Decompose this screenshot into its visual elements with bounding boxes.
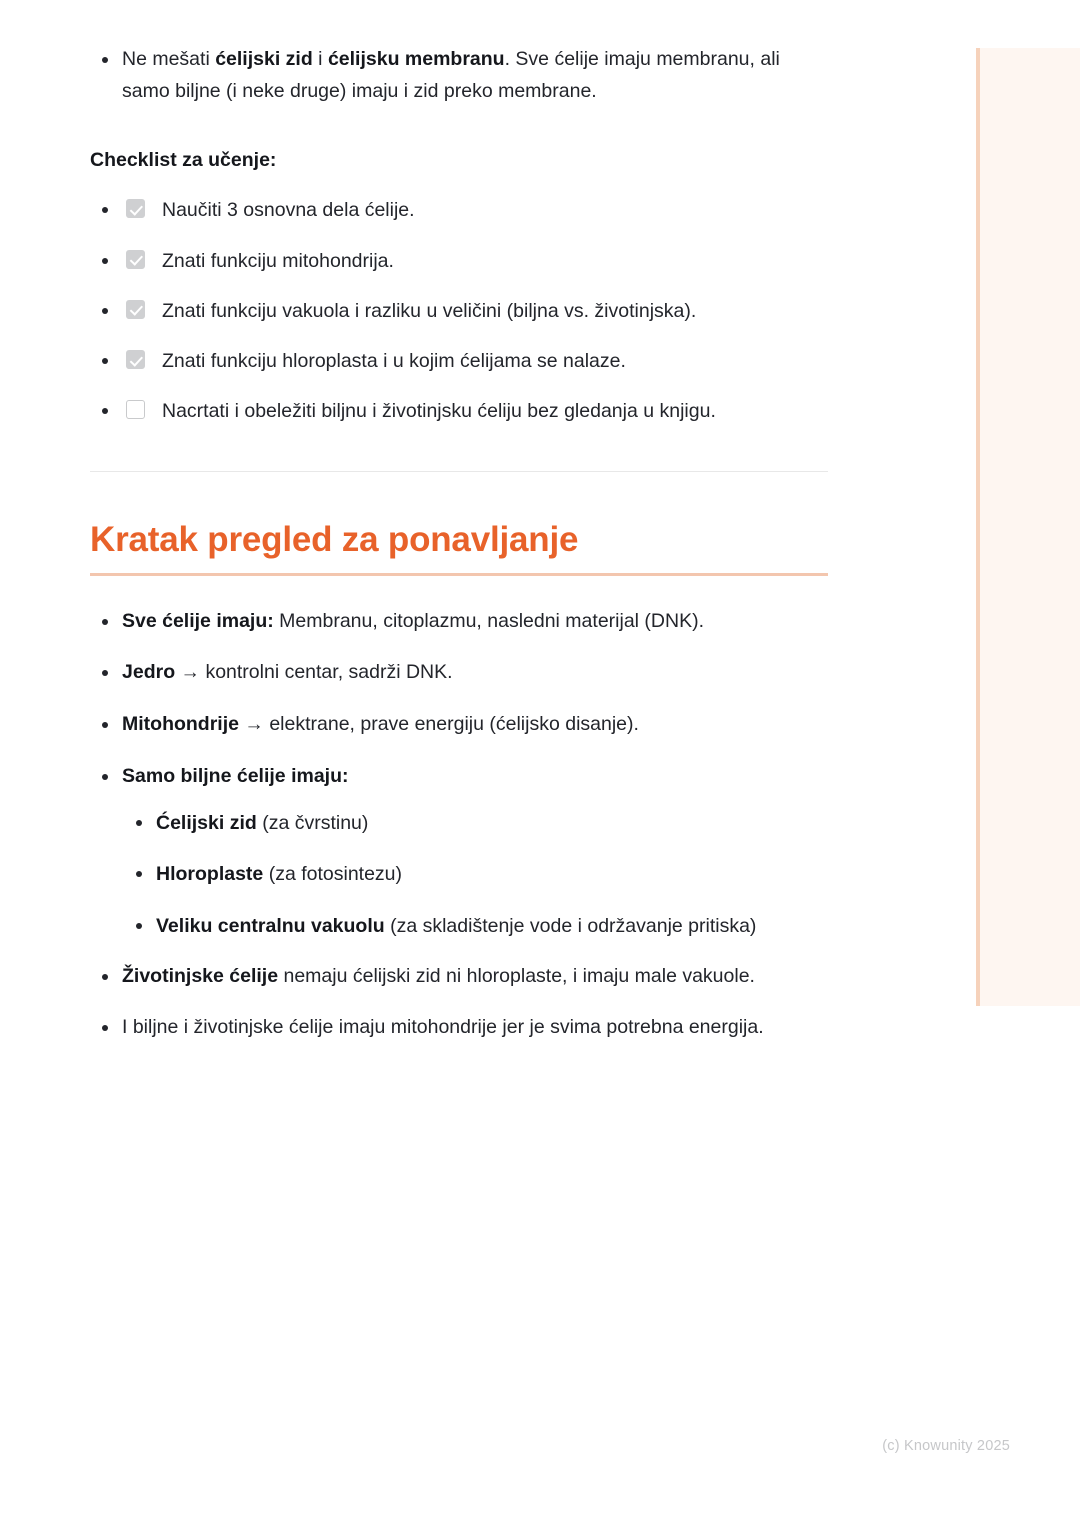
summary-list-item (90, 1012, 830, 1044)
summary-item-4-emphasis-0: Životinjske ćelije (122, 964, 279, 987)
summary-list-item (90, 657, 830, 689)
summary-item-1-text-1: → kontrolni centar, sadrži DNK. (175, 661, 453, 684)
checklist-item-label: Naučiti 3 osnovna dela ćelije. (162, 199, 415, 222)
summary-item-0-emphasis-0: Sve ćelije imaju: (122, 609, 274, 632)
summary-item-3-sub-1-emphasis-0: Hloroplaste (156, 863, 264, 886)
summary-item-5-text-0: I biljne i životinjske ćelije imaju mitohondrije jer je svima potrebna energija. (122, 1016, 764, 1039)
summary-item-1-emphasis-0: Jedro (122, 661, 176, 684)
summary-item-2-emphasis-0: Mitohondrije (122, 713, 239, 736)
checklist-item-label: Znati funkciju mitohondrija. (162, 249, 394, 272)
summary-item-3-sub-1-text-1: (za fotosintezu) (263, 863, 403, 886)
footer-copyright: (c) Knowunity 2025 (882, 1438, 1010, 1454)
section-divider (90, 471, 828, 472)
summary-item-2-text-1: → elektrane, prave energiju (ćelijsko disanje). (238, 713, 639, 736)
summary-list (90, 606, 830, 1044)
summary-item-3-emphasis-0: Samo biljne ćelije imaju: (122, 764, 349, 787)
checkbox-checked-icon[interactable] (126, 300, 145, 319)
document-content (90, 44, 830, 1044)
summary-item-3-sub-0-emphasis-0: Ćelijski zid (156, 812, 257, 835)
intro-item-0-emphasis-1: ćelijski zid (215, 48, 313, 70)
decorative-side-panel (976, 48, 1080, 1006)
intro-item-0-text-2: i (312, 48, 328, 70)
checklist-item-label: Nacrtati i obeležiti biljnu i životinjsku ćeliju bez gledanja u knjigu. (162, 400, 716, 423)
summary-sublist-item (122, 859, 830, 889)
checkbox-checked-icon[interactable] (126, 350, 145, 369)
summary-list-item (90, 761, 830, 941)
checklist-item-label: Znati funkciju hloroplasta i u kojim ćelijama se nalaze. (162, 350, 626, 373)
checklist-item[interactable] (90, 196, 830, 225)
checkbox-checked-icon[interactable] (126, 250, 145, 269)
summary-item-3-sub-0-text-1: (za čvrstinu) (256, 812, 369, 835)
intro-item-0-emphasis-3: ćelijsku membranu (327, 48, 505, 70)
checklist-item-label: Znati funkciju vakuola i razliku u veličini (biljna vs. životinjska). (162, 299, 697, 322)
summary-sublist-item (122, 911, 830, 941)
summary-sublist (122, 808, 830, 941)
checklist-item[interactable] (90, 247, 830, 276)
summary-list-item (90, 709, 830, 741)
study-checklist (90, 196, 830, 426)
checklist-item[interactable] (90, 397, 830, 426)
section-title-summary: Kratak pregled za ponavljanje (90, 520, 828, 576)
intro-item-0-text-0: Ne mešati (122, 48, 216, 70)
summary-item-3-sub-2-emphasis-0: Veliku centralnu vakuolu (156, 914, 385, 937)
intro-list (90, 44, 830, 107)
checklist-item[interactable] (90, 347, 830, 376)
intro-list-item (90, 44, 830, 107)
summary-list-item (90, 961, 830, 993)
checklist-item[interactable] (90, 297, 830, 326)
summary-item-4-text-1: nemaju ćelijski zid ni hloroplaste, i imaju male vakuole. (278, 964, 755, 987)
summary-sublist-item (122, 808, 830, 838)
summary-item-3-sub-2-text-1: (za skladištenje vode i održavanje pritiska) (384, 914, 757, 937)
summary-item-0-text-1: Membranu, citoplazmu, nasledni materijal (DNK). (273, 609, 704, 632)
checkbox-unchecked-icon[interactable] (126, 400, 145, 419)
checklist-label: Checklist za učenje: (90, 149, 277, 172)
checkbox-checked-icon[interactable] (126, 199, 145, 218)
intro-item-0-text-4: . Sve ćelije imaju membranu, ali samo biljne (i neke druge) imaju i zid preko membrane. (122, 48, 780, 102)
summary-list-item (90, 606, 830, 638)
